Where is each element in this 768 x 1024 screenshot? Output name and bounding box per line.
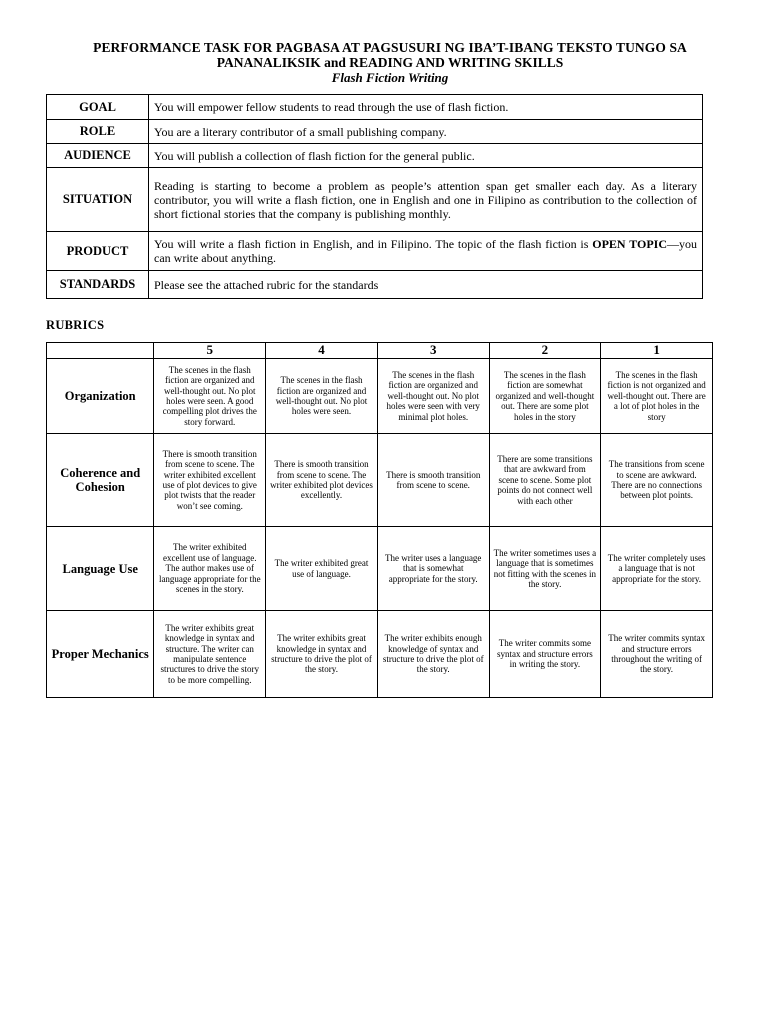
rubric-criterion: Organization <box>47 359 154 434</box>
grasps-label: GOAL <box>47 95 149 120</box>
rubric-row-organization <box>47 359 713 434</box>
rubric-criterion: Language Use <box>47 527 154 611</box>
grasps-row-standards <box>47 271 703 299</box>
grasps-row-audience <box>47 144 703 168</box>
rubric-cell: The scenes in the flash fiction are organized and well-thought out. No plot holes were seen with very minimal plot holes. <box>377 359 489 434</box>
rubric-row-coherence <box>47 434 713 527</box>
rubric-cell: The scenes in the flash fiction are organized and well-thought out. No plot holes were seen. A good compelling plot drives the story forward. <box>154 359 266 434</box>
open-topic-emphasis: OPEN TOPIC <box>592 237 668 251</box>
score-header: 2 <box>489 343 601 359</box>
grasps-value: You will empower fellow students to read through the use of flash fiction. <box>149 95 703 120</box>
rubric-corner-cell <box>47 343 154 359</box>
grasps-value: Please see the attached rubric for the standards <box>149 271 703 299</box>
rubric-cell: The scenes in the flash fiction is not organized and well-thought out. There are a lot of plot holes in the story <box>601 359 713 434</box>
rubric-cell: There is smooth transition from scene to scene. The writer exhibited excellent use of plot devices to give plot twists that the reader won’t see coming. <box>154 434 266 527</box>
rubric-row-proper-mechanics <box>47 611 713 698</box>
grasps-value <box>149 232 703 271</box>
rubric-criterion: Proper Mechanics <box>47 611 154 698</box>
rubric-criterion: Coherence and Cohesion <box>47 434 154 527</box>
grasps-row-goal <box>47 95 703 120</box>
rubric-cell: The writer uses a language that is somewhat appropriate for the story. <box>377 527 489 611</box>
grasps-value: You are a literary contributor of a small publishing company. <box>149 120 703 144</box>
rubric-cell: There is smooth transition from scene to scene. The writer exhibited plot devices excellently. <box>266 434 378 527</box>
document-title-line-1: PERFORMANCE TASK FOR PAGBASA AT PAGSUSURI NG IBA’T-IBANG TEKSTO TUNGO SA <box>93 40 687 55</box>
product-text: You will write a flash fiction in English, and in Filipino. The topic of the flash fiction is <box>154 237 593 251</box>
grasps-label: SITUATION <box>47 168 149 232</box>
rubric-cell: The writer exhibits great knowledge in syntax and structure. The writer can manipulate sentence structures to drive the story to be more compelling. <box>154 611 266 698</box>
rubric-cell: The transitions from scene to scene are awkward. There are no connections between plot points. <box>601 434 713 527</box>
grasps-row-role <box>47 120 703 144</box>
grasps-label: STANDARDS <box>47 271 149 299</box>
rubric-cell: There is smooth transition from scene to scene. <box>377 434 489 527</box>
grasps-value: You will publish a collection of flash fiction for the general public. <box>149 144 703 168</box>
document-title-line-2: PANANALIKSIK and READING AND WRITING SKILLS <box>216 55 564 70</box>
score-header: 5 <box>154 343 266 359</box>
rubric-cell: The writer commits some syntax and structure errors in writing the story. <box>489 611 601 698</box>
rubric-cell: The writer exhibits great knowledge in syntax and structure to drive the plot of the story. <box>266 611 378 698</box>
rubric-cell: The writer completely uses a language that is not appropriate for the story. <box>601 527 713 611</box>
rubric-cell: The writer exhibited excellent use of language. The author makes use of language appropriate for the scenes in the story. <box>154 527 266 611</box>
product-text-end: —you can write about anything. <box>154 237 698 265</box>
grasps-table <box>46 94 703 299</box>
rubric-cell: The writer sometimes uses a language that is sometimes not fitting with the scenes in the story. <box>489 527 601 611</box>
rubric-cell: The scenes in the flash fiction are organized and well-thought out. No plot holes were seen. <box>266 359 378 434</box>
rubric-cell: The scenes in the flash fiction are somewhat organized and well-thought out. There are some plot holes in the story <box>489 359 601 434</box>
rubrics-heading: RUBRICS <box>46 318 105 332</box>
document-subtitle: Flash Fiction Writing <box>331 70 449 85</box>
score-header: 1 <box>601 343 713 359</box>
rubric-row-language-use <box>47 527 713 611</box>
grasps-label: ROLE <box>47 120 149 144</box>
rubric-score-row <box>47 343 713 359</box>
score-header: 3 <box>377 343 489 359</box>
score-header: 4 <box>266 343 378 359</box>
rubric-cell: The writer exhibited great use of language. <box>266 527 378 611</box>
rubric-table <box>46 342 713 698</box>
rubric-cell: There are some transitions that are awkward from scene to scene. Some plot points do not connect well with each other <box>489 434 601 527</box>
grasps-label: AUDIENCE <box>47 144 149 168</box>
grasps-row-product <box>47 232 703 271</box>
grasps-label: PRODUCT <box>47 232 149 271</box>
rubric-cell: The writer commits syntax and structure errors throughout the writing of the story. <box>601 611 713 698</box>
grasps-value: Reading is starting to become a problem as people’s attention span get smaller each day. As a literary contributor, you will write a flash fiction, one in English and one in Filipino as contribution to the collection of short fictional stories that the company is publishing monthly. <box>149 168 703 232</box>
grasps-row-situation <box>47 168 703 232</box>
rubric-cell: The writer exhibits enough knowledge of syntax and structure to drive the plot of the story. <box>377 611 489 698</box>
